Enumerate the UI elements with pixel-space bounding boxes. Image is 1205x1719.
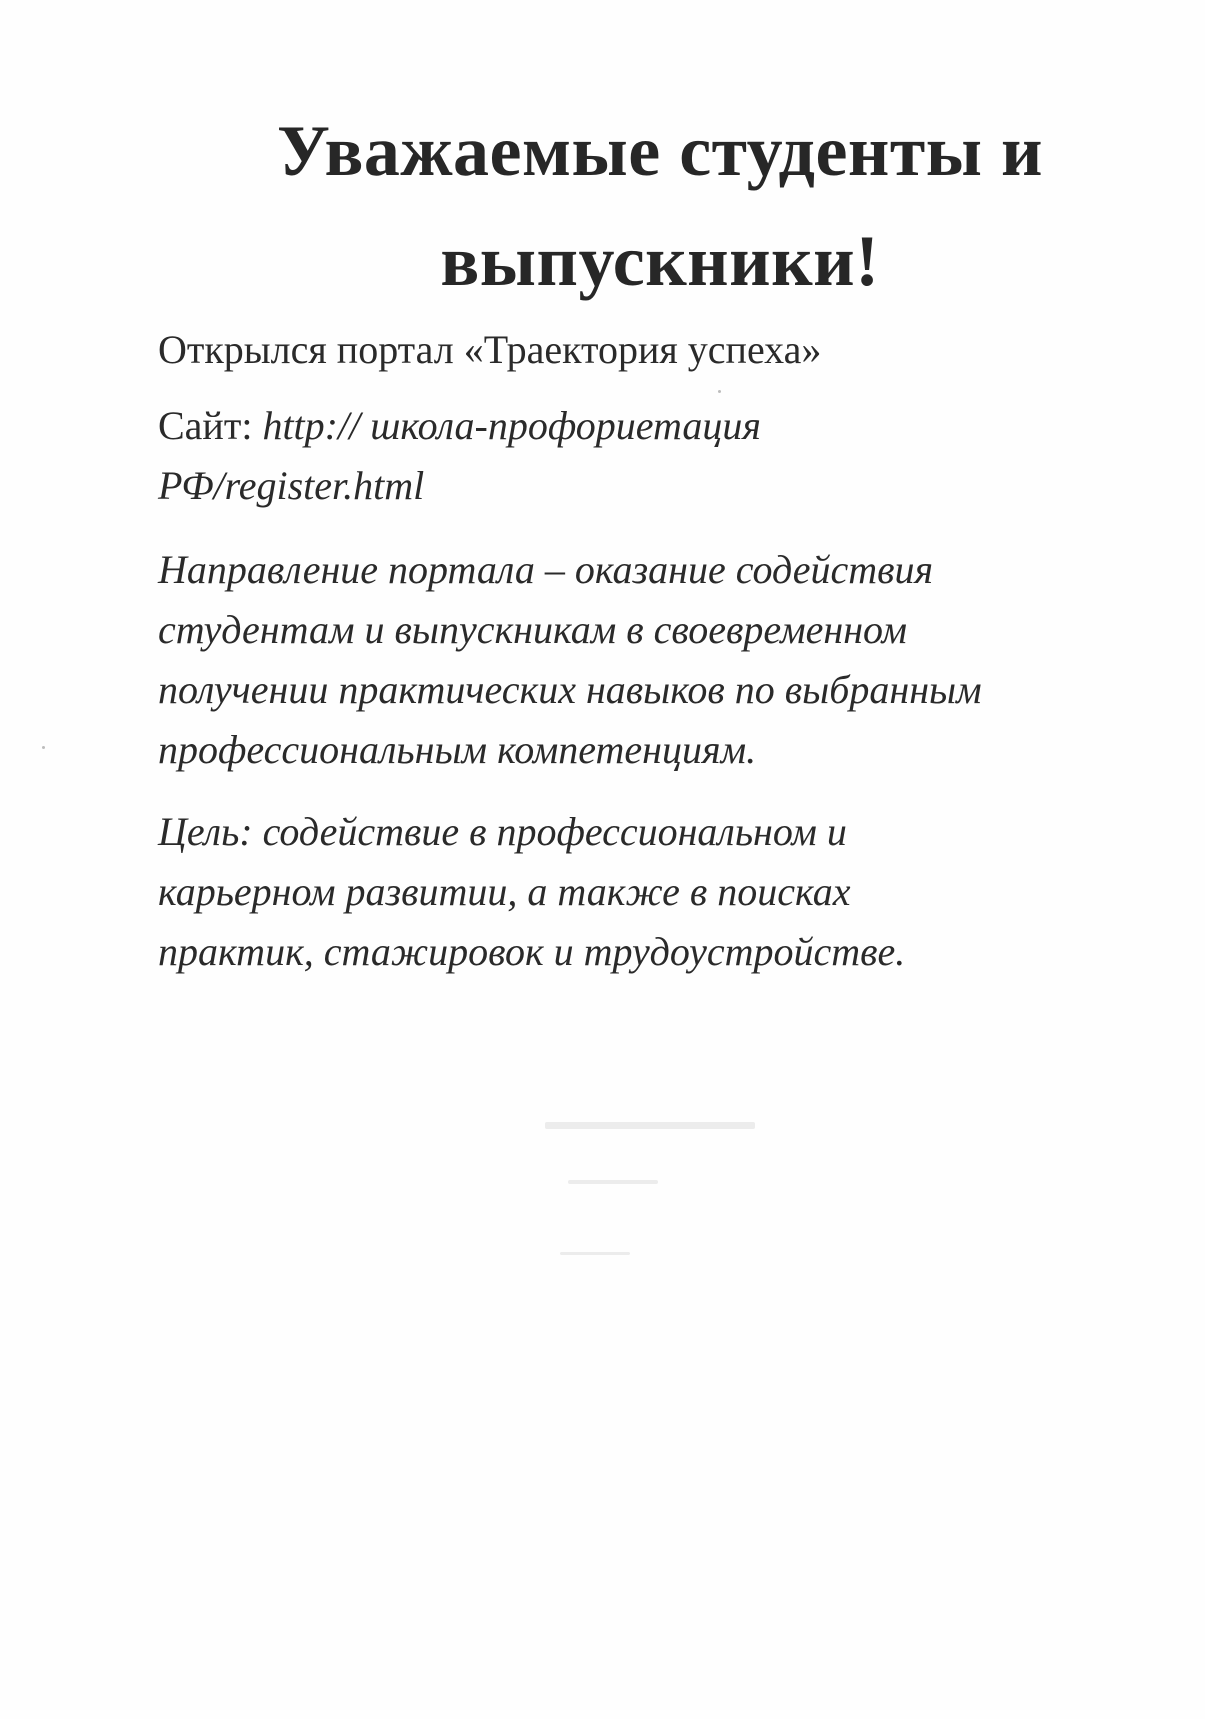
site-address — [158, 396, 1118, 516]
goal-line-2: карьерном развитии, а также в поисках — [158, 869, 851, 914]
direction-line-3: получении практических навыков по выбранным — [158, 667, 982, 712]
site-url-part-1: http:// школа-профориетация — [262, 403, 761, 448]
site-label: Сайт: — [158, 403, 263, 448]
scan-smudge — [545, 1122, 755, 1129]
portal-goal-paragraph — [158, 802, 1118, 982]
site-url-part-2: РФ/register.html — [158, 463, 425, 508]
portal-direction-paragraph — [158, 540, 1118, 780]
direction-line-1: Направление портала – оказание содействия — [158, 547, 934, 592]
scan-smudge — [560, 1252, 630, 1255]
direction-line-2: студентам и выпускникам в своевременном — [158, 607, 908, 652]
scan-speck — [718, 390, 721, 393]
notice-title — [160, 96, 1160, 316]
title-line-2: выпускники! — [440, 221, 880, 301]
scan-speck — [42, 746, 45, 749]
goal-line-3: практик, стажировок и трудоустройстве. — [158, 929, 906, 974]
scan-smudge — [568, 1180, 658, 1184]
direction-line-4: профессиональным компетенциям. — [158, 727, 757, 772]
title-line-1: Уважаемые студенты и — [277, 111, 1043, 191]
portal-announcement: Открылся портал «Траектория успеха» — [158, 327, 822, 372]
goal-line-1: Цель: содействие в профессиональном и — [158, 809, 847, 854]
